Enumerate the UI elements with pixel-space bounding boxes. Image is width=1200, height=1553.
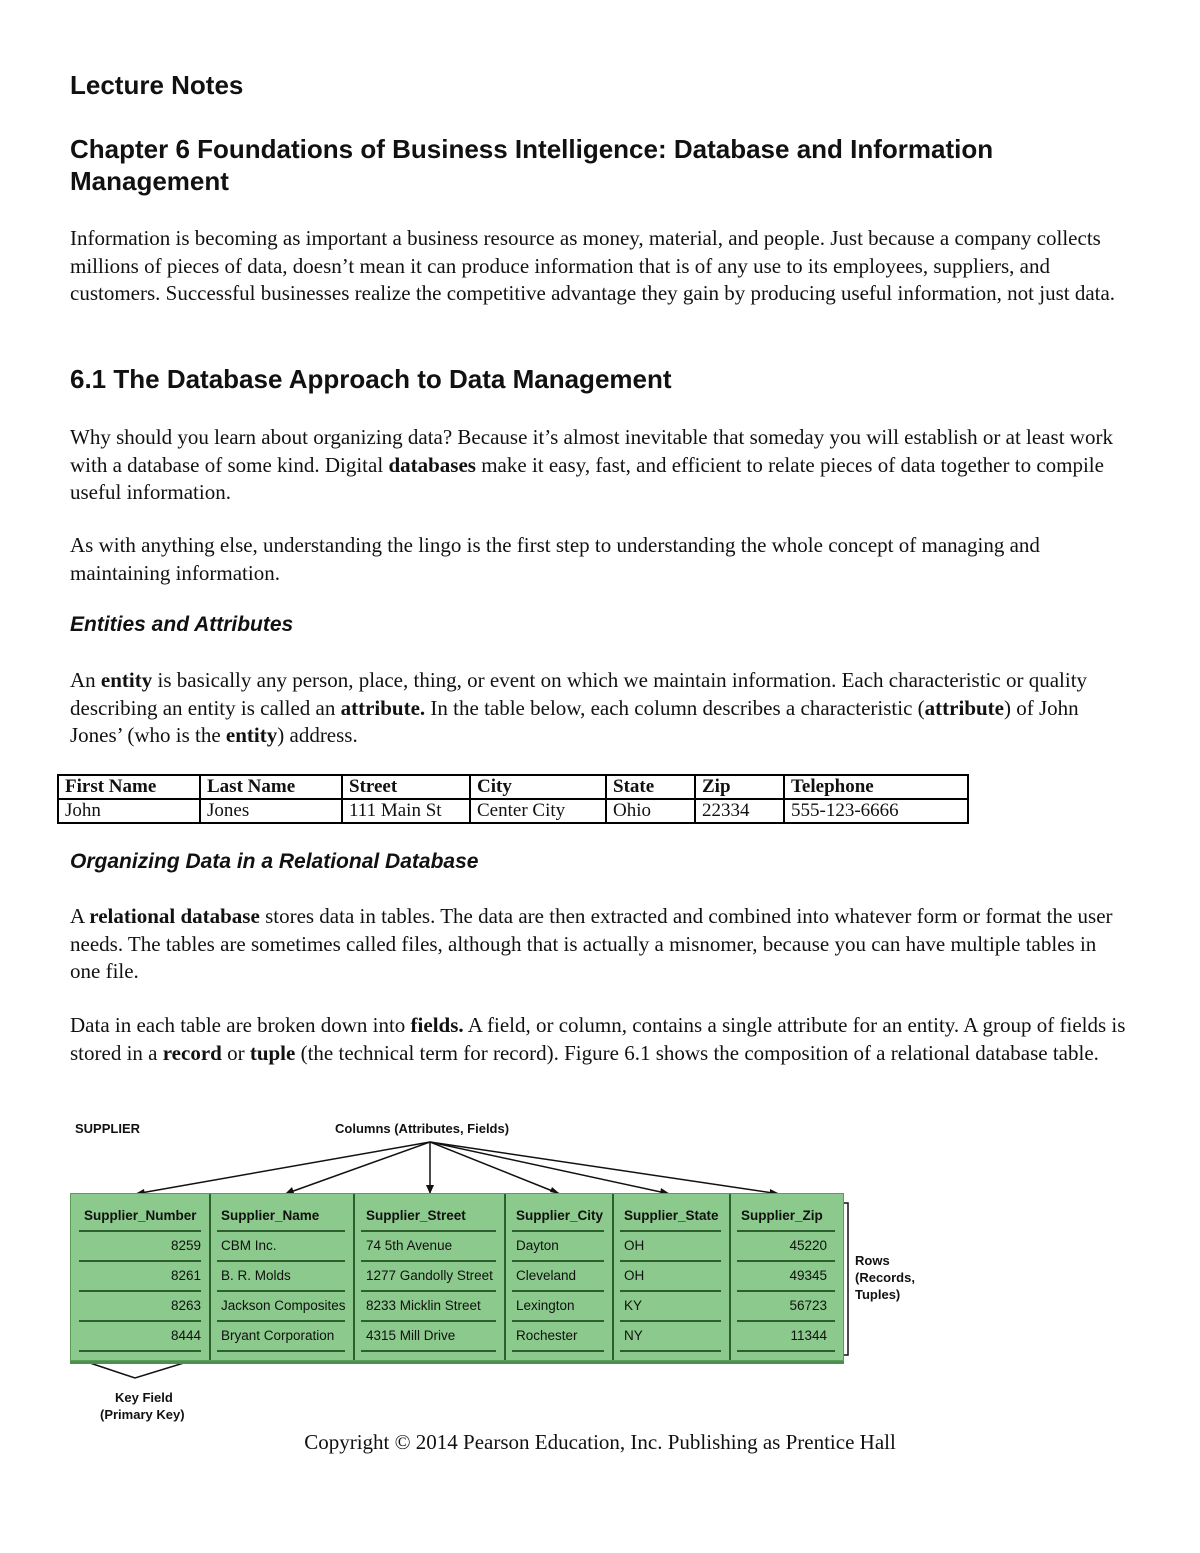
row-divider: [512, 1350, 604, 1352]
supplier-cell: Jackson Composites: [221, 1298, 346, 1313]
supplier-header-cell: Supplier_Street: [366, 1208, 466, 1223]
header-cell: City: [470, 775, 606, 799]
row-divider: [737, 1230, 835, 1232]
columns-label: Columns (Attributes, Fields): [335, 1121, 510, 1136]
supplier-cell: Dayton: [516, 1238, 559, 1253]
supplier-number-cell: 8263: [170, 1298, 201, 1313]
supplier-header-cell: Supplier_State: [624, 1208, 719, 1223]
supplier-cell: 74 5th Avenue: [366, 1238, 453, 1253]
row-divider: [737, 1320, 835, 1322]
supplier-cell: 1277 Gandolly Street: [366, 1268, 493, 1283]
entity-paragraph: An entity is basically any person, place, thing, or event on which we maintain information. Each characteristic or quality describing an entity is called an attribute. In the table below, each column describes a characteristic (attribute) of John Jones’ (who is the entity) address.: [70, 668, 1088, 747]
row-divider: [620, 1230, 721, 1232]
header-cell: Telephone: [784, 775, 968, 799]
address-table-header-row: [58, 775, 968, 799]
header-cell: State: [606, 775, 695, 799]
table-cell: 22334: [695, 799, 784, 823]
supplier-header-cell: Supplier_Zip: [741, 1208, 823, 1223]
row-divider: [361, 1350, 496, 1352]
figure-table-name: SUPPLIER: [75, 1121, 141, 1136]
supplier-header-cell: Supplier_City: [516, 1208, 604, 1223]
row-divider: [79, 1260, 201, 1262]
rows-label-line-3: Tuples): [855, 1287, 901, 1302]
row-divider: [79, 1320, 201, 1322]
figure-supplier-table: [70, 1110, 990, 1430]
row-divider: [737, 1260, 835, 1262]
column-divider: [729, 1194, 731, 1360]
row-divider: [620, 1350, 721, 1352]
key-field-label: Key Field: [115, 1390, 173, 1405]
supplier-cell: OH: [624, 1238, 645, 1253]
column-divider: [353, 1194, 355, 1360]
row-divider: [361, 1320, 496, 1322]
table-cell: Jones: [200, 799, 342, 823]
supplier-zip-cell: 49345: [789, 1268, 827, 1283]
table-cell: 111 Main St: [342, 799, 470, 823]
section-heading-6-1: 6.1 The Database Approach to Data Management: [70, 364, 672, 394]
header-cell: Last Name: [200, 775, 342, 799]
row-divider: [79, 1290, 201, 1292]
supplier-cell: 4315 Mill Drive: [366, 1328, 456, 1343]
header-cell: Street: [342, 775, 470, 799]
row-divider: [737, 1350, 835, 1352]
row-divider: [620, 1290, 721, 1292]
table-cell: Ohio: [606, 799, 695, 823]
column-divider: [612, 1194, 614, 1360]
supplier-cell: Cleveland: [516, 1268, 577, 1283]
supplier-zip-cell: 56723: [789, 1298, 827, 1313]
chapter-heading: Chapter 6 Foundations of Business Intelligence: Database and Information Management: [70, 134, 994, 196]
table-cell: John: [58, 799, 200, 823]
row-divider: [79, 1230, 201, 1232]
supplier-number-cell: 8259: [170, 1238, 201, 1253]
supplier-number-cell: 8261: [170, 1268, 201, 1283]
relational-paragraph: A relational database stores data in tables. The data are then extracted and combined into whatever form or format the user needs. The tables are sometimes called files, although that is actually a misnomer, because you can have multiple tables in one file.: [70, 904, 1113, 983]
primary-key-label: (Primary Key): [100, 1407, 185, 1422]
address-table: [57, 774, 969, 824]
row-divider: [217, 1230, 345, 1232]
row-divider: [217, 1350, 345, 1352]
supplier-cell: OH: [624, 1268, 645, 1283]
row-divider: [512, 1290, 604, 1292]
row-divider: [361, 1290, 496, 1292]
supplier-cell: NY: [624, 1328, 643, 1343]
column-divider: [209, 1194, 211, 1360]
rows-label-line-1: Rows: [855, 1253, 890, 1268]
supplier-cell: B. R. Molds: [221, 1268, 291, 1283]
supplier-cell: Lexington: [516, 1298, 575, 1313]
row-divider: [79, 1350, 201, 1352]
organizing-heading: Organizing Data in a Relational Database: [70, 850, 479, 873]
row-divider: [217, 1290, 345, 1292]
address-table-row: [58, 799, 968, 823]
supplier-zip-cell: 45220: [789, 1238, 827, 1253]
intro-paragraph: Information is becoming as important a business resource as money, material, and people. Just because a company collects millions of pieces of data, doesn’t mean it can produce information that is of any use to its employees, suppliers, and customers. Successful businesses realize the competitive advantage they gain by producing useful information, not just data.: [70, 226, 1116, 305]
row-divider: [361, 1260, 496, 1262]
row-divider: [512, 1260, 604, 1262]
supplier-zip-cell: 11344: [790, 1328, 827, 1343]
supplier-cell: Rochester: [516, 1328, 578, 1343]
row-divider: [620, 1320, 721, 1322]
row-divider: [620, 1260, 721, 1262]
fields-paragraph: Data in each table are broken down into fields. A field, or column, contains a single attribute for an entity. A group of fields is stored in a record or tuple (the technical term for record). Figure 6.1 shows the composition of a relational database table.: [70, 1013, 1126, 1065]
rows-label-line-2: (Records,: [855, 1270, 915, 1285]
table-cell: Center City: [470, 799, 606, 823]
table-cell: 555-123-6666: [784, 799, 968, 823]
row-divider: [361, 1230, 496, 1232]
supplier-cell: CBM Inc.: [221, 1238, 277, 1253]
row-divider: [512, 1230, 604, 1232]
copyright-footer: Copyright © 2014 Pearson Education, Inc. Publishing as Prentice Hall: [304, 1430, 896, 1454]
supplier-number-cell: 8444: [170, 1328, 201, 1343]
entities-heading: Entities and Attributes: [70, 613, 294, 636]
header-cell: First Name: [58, 775, 200, 799]
row-divider: [217, 1320, 345, 1322]
supplier-header-cell: Supplier_Name: [221, 1208, 320, 1223]
supplier-cell: Bryant Corporation: [221, 1328, 335, 1343]
row-divider: [217, 1260, 345, 1262]
lingo-paragraph: As with anything else, understanding the lingo is the first step to understanding the whole concept of managing and maintaining information.: [70, 533, 1040, 585]
column-divider: [504, 1194, 506, 1360]
supplier-cell: KY: [624, 1298, 643, 1313]
row-divider: [737, 1290, 835, 1292]
row-divider: [512, 1320, 604, 1322]
supplier-header-cell: Supplier_Number: [84, 1208, 197, 1223]
page-title: Lecture Notes: [70, 70, 244, 100]
supplier-cell: 8233 Micklin Street: [366, 1298, 481, 1313]
supplier-table: [70, 1193, 844, 1361]
header-cell: Zip: [695, 775, 784, 799]
why-paragraph: Why should you learn about organizing data? Because it’s almost inevitable that someday you will establish or at least work with a database of some kind. Digital databases make it easy, fast, and efficient to relate pieces of data together to compile useful information.: [70, 425, 1113, 504]
